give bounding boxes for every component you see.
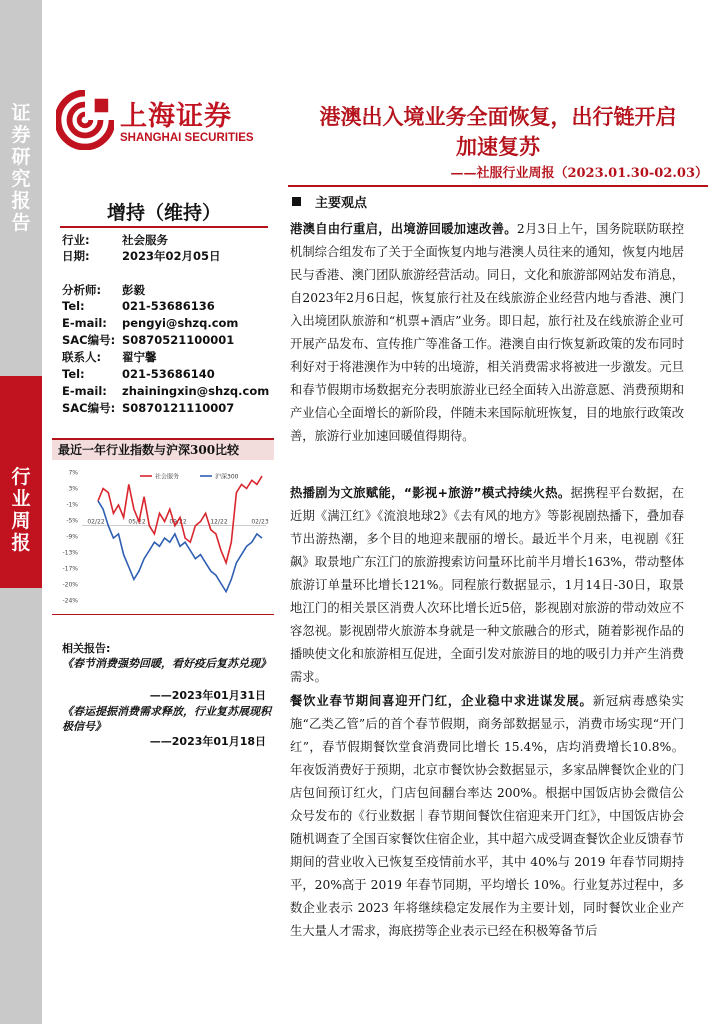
analyst-row (62, 282, 272, 298)
x-tick-label: 09/22 (169, 518, 187, 526)
report-subtitle: ——社服行业周报（2023.01.30-02.03） (450, 166, 708, 181)
logo-mark-icon (56, 90, 114, 150)
related-report-link[interactable]: 《春节消费强势回暖，看好疫后复苏兑现》 (62, 657, 271, 670)
paragraph-lead: 热播剧为文旅赋能，“影视+旅游”模式持续火热。 (290, 486, 571, 500)
y-tick-label: -20% (62, 581, 78, 589)
info-label: 日期: (62, 249, 90, 263)
analyst-email[interactable]: zhainingxin@shzq.com (122, 384, 270, 398)
analyst-value: S0870121110007 (122, 401, 235, 415)
legend-label: 社会服务 (155, 473, 180, 481)
related-report-link[interactable]: 《春运提振消费需求释放，行业复苏展现积极信号》 (62, 705, 271, 733)
related-reports-label: 相关报告: (62, 642, 111, 655)
analyst-value: 翟宁馨 (122, 350, 157, 364)
info-label: 行业: (62, 233, 90, 247)
legend-label: 沪深300 (215, 473, 239, 481)
analyst-label: SAC编号: (62, 333, 116, 347)
analyst-email[interactable]: pengyi@shzq.com (122, 316, 239, 330)
sidebar-bottom-strip (0, 588, 42, 1024)
analyst-row (62, 400, 272, 416)
analyst-label: Tel: (62, 299, 85, 313)
x-tick-label: 05/22 (128, 518, 146, 526)
x-tick-label: 12/22 (210, 518, 228, 526)
company-logo (56, 88, 266, 158)
rating-divider (60, 226, 268, 228)
y-tick-label: -17% (62, 565, 78, 573)
report-title-line1: 港澳出入境业务全面恢复，出行链开启 (319, 104, 677, 129)
analyst-value: 彭毅 (122, 283, 145, 297)
analyst-label: 分析师: (62, 283, 102, 297)
bullet-square-icon (292, 197, 301, 206)
chart-title: 最近一年行业指数与沪深300比较 (58, 443, 240, 457)
investment-rating: 增持（维持） (106, 202, 221, 224)
paragraph-text: 据携程平台数据，在近期《满江红》《流浪地球2》《去有风的地方》等影视剧热播下，叠加春节出游热潮，多个目的地迎来靓丽的增长。最近半个月来，电视剧《狂飙》取景地广东江门的旅游搜索访问量环比前半月增长163%，带动整体旅游订单量环比增长121%。同程旅行数据显示，1月14日-30日，取景地江门的相关景区消费人次环比增长近5倍，影视剧对旅游的带动效应不容忽视。影视剧带火旅游本身就是一种文旅融合的形式，随着影视作品的播映使文化和旅游相互促进，全面引发对旅游目的地的吸引力并产生消费需求。 (290, 486, 684, 684)
analyst-value: S0870521100001 (122, 333, 235, 347)
analyst-row (62, 349, 272, 365)
y-tick-label: -1% (66, 501, 78, 509)
sidebar-report-category: 行业周报 (11, 466, 31, 554)
y-tick-label: 7% (68, 469, 78, 477)
y-tick-label: 3% (68, 485, 78, 493)
info-value: 社会服务 (122, 233, 168, 247)
analyst-label: 联系人: (62, 350, 102, 364)
info-value: 2023年02月05日 (122, 249, 221, 263)
body-paragraph (290, 482, 684, 689)
analyst-label: E-mail: (62, 316, 107, 330)
y-tick-label: -13% (62, 549, 78, 557)
info-row-date (62, 248, 272, 264)
analyst-row (62, 298, 272, 314)
x-tick-label: 02/22 (87, 518, 105, 526)
analyst-label: E-mail: (62, 384, 107, 398)
analyst-value: 021-53686136 (122, 299, 215, 313)
sidebar-report-type: 证券研究报告 (11, 102, 31, 234)
title-divider (288, 185, 708, 187)
chart-divider (52, 614, 274, 615)
section-heading (292, 192, 367, 211)
x-tick-label: 02/23 (251, 518, 269, 526)
analyst-row (62, 366, 272, 382)
y-tick-label: -5% (66, 517, 78, 525)
body-paragraph (290, 690, 684, 943)
paragraph-text: 2月3日上午，国务院联防联控机制综合组发布了关于全面恢复内地与港澳人员往来的通知，恢复内地居民与香港、澳门团队旅游经营活动。同日，文化和旅游部网站发布消息，自2023年2月6日起，恢复旅行社及在线旅游企业经营内地与香港、澳门入出境团队旅游和“机票+酒店”业务。即日起，旅行社及在线旅游企业可开展产品发布、宣传推广等准备工作。港澳自由行恢复新政策的发布同时利好对于将港澳作为中转的出境游，相关消费需求将被进一步激发。元旦和春节假期市场数据充分表明旅游业已经全面转入出游意愿、消费预期和产业信心全面增长的新阶段，伴随未来国际航班恢复，目的地旅行政策改善，旅游行业加速回暖值得期待。 (290, 222, 684, 443)
analyst-value: 021-53686140 (122, 367, 215, 381)
analyst-row (62, 383, 272, 399)
info-row-industry (62, 232, 272, 248)
paragraph-text: 新冠病毒感染实施“乙类乙管”后的首个春节假期，商务部数据显示，消费市场实现“开门红”，春节假期餐饮堂食消费同比增长 15.4%，店均消费增长10.8%。年夜饭消费好于预期，北京市餐饮协会数据显示，多家品牌餐饮企业的门店包间预订红火，门店包间翻台率达 200%。根据中国饭店协会微信公众号发布的《行业数据｜春节期间餐饮住宿迎来开门红》，中国饭店协会随机调查了全国百家餐饮住宿企业，其中超六成受调查餐饮企业反馈春节期间的营业收入已恢复至疫情前水平，其中 40%与 2019 年春节同期持平，20%高于 2019 年春节同期，平均增长 10%。行业复苏过程中，多数企业表示 2023 年将继续稳定发展作为主要计划，同时餐饮业企业产生大量人才需求，海底捞等企业表示已经在积极筹备节后 (290, 694, 684, 938)
analyst-row (62, 315, 272, 331)
analyst-label: SAC编号: (62, 401, 116, 415)
index-comparison-chart (52, 462, 274, 612)
logo-name-cn: 上海证券 (120, 101, 232, 132)
related-report-date: ——2023年01月18日 (149, 735, 266, 748)
paragraph-lead: 港澳自由行重启，出境游回暖加速改善。 (290, 222, 517, 236)
section-title: 主要观点 (315, 196, 368, 211)
y-tick-label: -24% (62, 597, 78, 605)
analyst-label: Tel: (62, 367, 85, 381)
y-tick-label: -9% (66, 533, 78, 541)
paragraph-lead: 餐饮业春节期间喜迎开门红，企业稳中求进谋发展。 (290, 694, 593, 708)
analyst-row (62, 332, 272, 348)
body-paragraph (290, 218, 684, 448)
logo-name-en: SHANGHAI SECURITIES (120, 132, 254, 144)
related-report-date: ——2023年01月31日 (149, 689, 266, 702)
report-title (288, 102, 708, 162)
report-title-line2: 加速复苏 (456, 134, 540, 159)
